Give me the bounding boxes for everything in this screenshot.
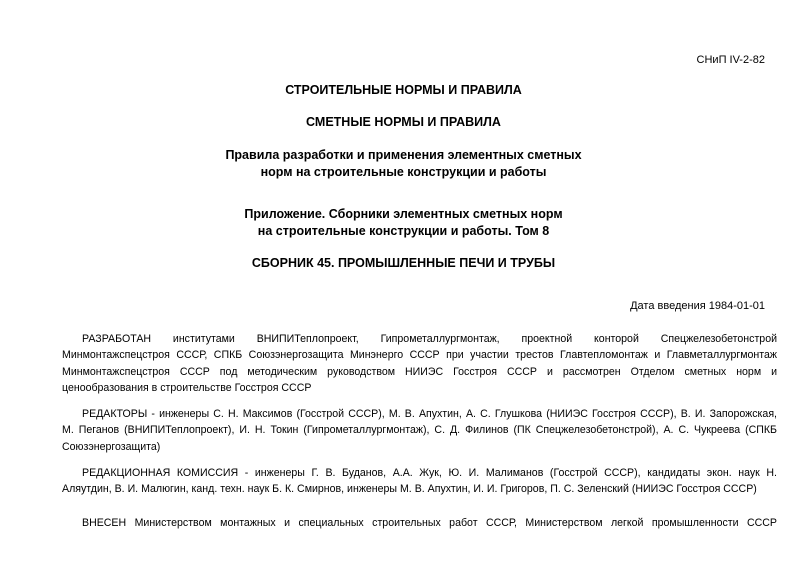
paragraph-line: Союзэнергозащита) [62, 440, 161, 453]
commission-paragraph [42, 465, 777, 498]
editors-paragraph [42, 406, 777, 455]
paragraph-line: РАЗРАБОТАН институтами ВНИПИТеплопроект, Гипрометаллургмонтаж, проектной конторой Спецжелезобетонстрой [82, 333, 777, 345]
paragraph-line: Аляутдин, В. И. Малюгин, канд. техн. наук Б. К. Смирнов, инженеры М. В. Апухтин, И. И. Григоров, П. С. Зеленский (НИИЭС Госстроя СССР) [62, 483, 757, 496]
paragraph-line: М. Пеганов (ВНИПИТеплопроект), И. Н. Токин (Гипрометаллургмонтаж), С. Д. Филинов (ПК Спецжелезобетонстрой), А. С. Чукреева (СПКБ [62, 424, 777, 437]
document-code: СНиП IV-2-82 [696, 54, 765, 66]
paragraph-line: РЕДАКТОРЫ - инженеры С. Н. Максимов (Госстрой СССР), М. В. Апухтин, А. С. Глушкова (НИИЭС Госстроя СССР), В. И. Запорожская, [82, 408, 777, 420]
effective-date: Дата введения 1984-01-01 [630, 300, 765, 312]
submitted-paragraph [42, 515, 777, 531]
collection-title: СБОРНИК 45. ПРОМЫШЛЕННЫЕ ПЕЧИ И ТРУБЫ [251, 256, 556, 270]
paragraph-line: ценообразования в строительстве Госстроя СССР [62, 382, 312, 395]
appendix-line: на строительные конструкции и работы. Том 8 [257, 224, 550, 238]
paragraph-line: ВНЕСЕН Министерством монтажных и специальных строительных работ СССР, Министерством легкой промышленности СССР [82, 517, 777, 529]
appendix-line: Приложение. Сборники элементных сметных норм [244, 207, 563, 221]
heading-line: норм на строительные конструкции и работы [260, 165, 547, 179]
appendix-heading [0, 206, 807, 240]
document-heading [0, 147, 807, 181]
document-title: СТРОИТЕЛЬНЫЕ НОРМЫ И ПРАВИЛА [285, 83, 522, 97]
heading-line: Правила разработки и применения элементных сметных [225, 148, 582, 162]
document-subtitle: СМЕТНЫЕ НОРМЫ И ПРАВИЛА [306, 115, 501, 129]
developed-paragraph [42, 331, 777, 397]
paragraph-line: Минмонтажспецстроя СССР, СПКБ Союзэнергозащита Минэнерго СССР при участии трестов Главтепломонтаж и Главметаллургмонтаж [62, 349, 777, 362]
paragraph-line: Минмонтажспецстроя СССР под методическим руководством НИИЭС Госстроя СССР и рассмотрен Отделом сметных норм и [62, 365, 777, 378]
paragraph-line: РЕДАКЦИОННАЯ КОМИССИЯ - инженеры Г. В. Буданов, А.А. Жук, Ю. И. Малиманов (Госстрой СССР), кандидаты экон. наук Н. [82, 467, 777, 479]
